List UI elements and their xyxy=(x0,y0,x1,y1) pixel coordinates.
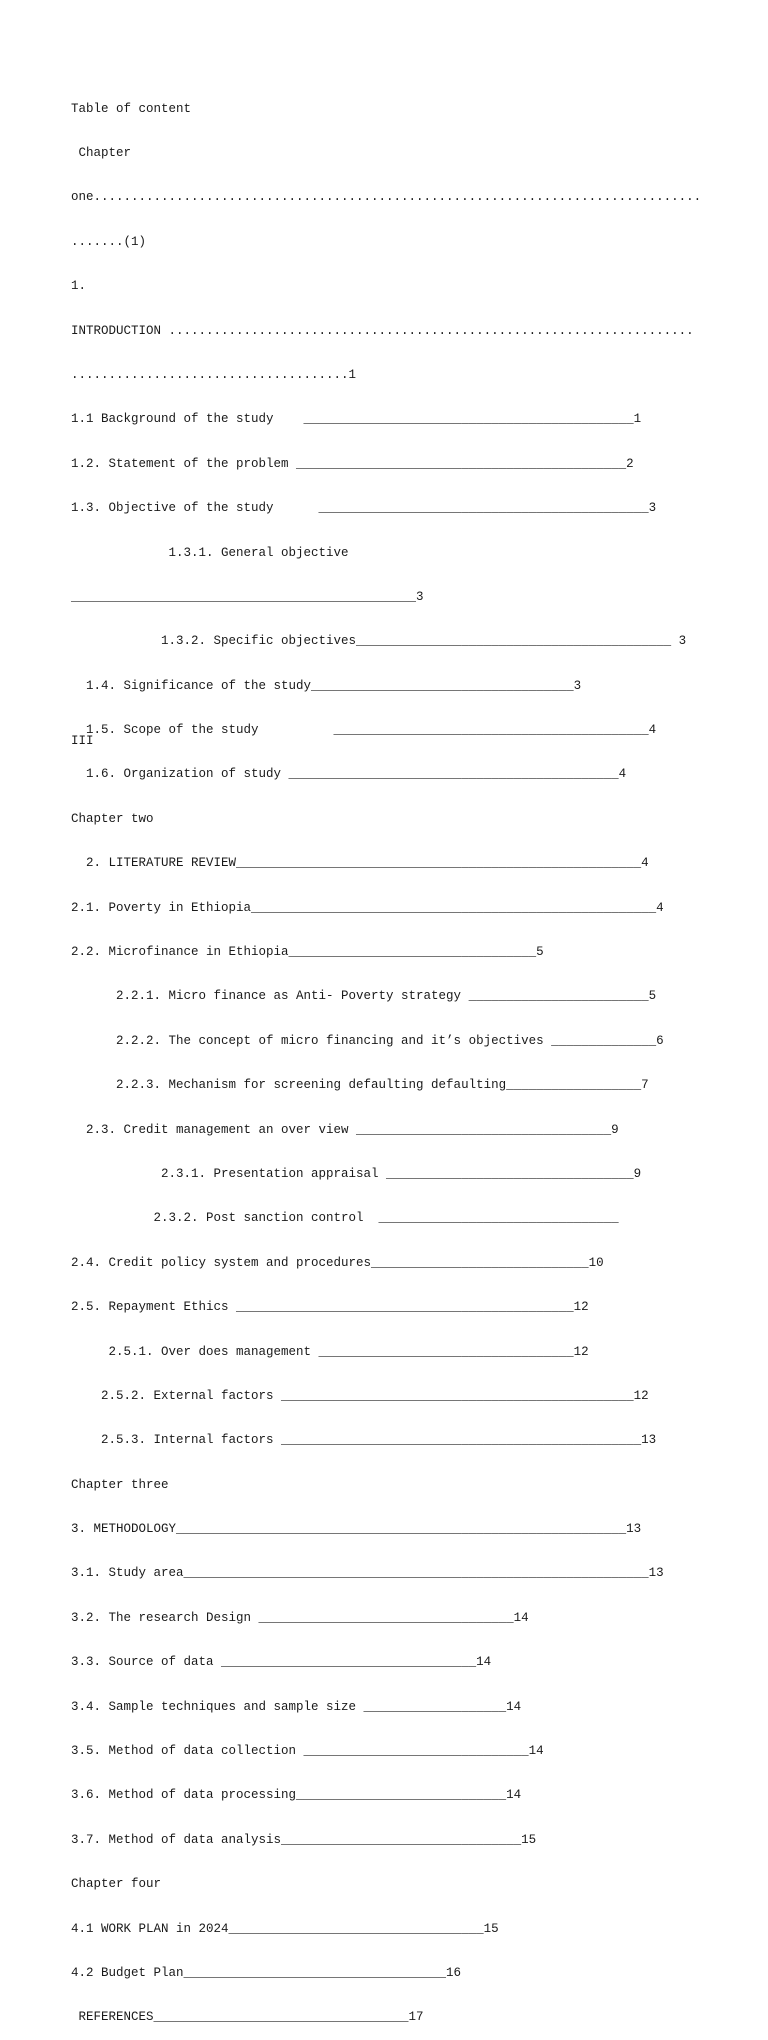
toc-line: 1.2. Statement of the problem ____________________________________________2 xyxy=(71,456,634,471)
toc-line: 2.3. Credit management an over view __________________________________9 xyxy=(71,1122,619,1137)
toc-line: 2.5. Repayment Ethics _____________________________________________12 xyxy=(71,1300,589,1315)
toc-line: 3.5. Method of data collection ______________________________14 xyxy=(71,1744,544,1759)
toc-line: 1. xyxy=(71,279,87,294)
toc-line: 2.1. Poverty in Ethiopia______________________________________________________4 xyxy=(71,900,664,915)
toc-line: 3.1. Study area______________________________________________________________13 xyxy=(71,1566,664,1581)
toc-line: 2.3.2. Post sanction control ________________________________ xyxy=(71,1211,619,1226)
toc-line: 2.4. Credit policy system and procedures_____________________________10 xyxy=(71,1255,604,1270)
toc-line: Chapter xyxy=(71,145,132,160)
toc-line: 1.3.2. Specific objectives__________________________________________ 3 xyxy=(71,634,687,649)
toc-line: .....................................1 xyxy=(71,367,357,382)
toc-title: Table of content xyxy=(71,101,192,116)
toc-line: 2.5.3. Internal factors ________________________________________________13 xyxy=(71,1433,657,1448)
toc-line: 3.3. Source of data __________________________________14 xyxy=(71,1655,492,1670)
toc-chapter-heading: Chapter two xyxy=(71,811,154,826)
toc-line: 2. LITERATURE REVIEW______________________________________________________4 xyxy=(71,856,649,871)
toc-chapter-heading: Chapter three xyxy=(71,1477,169,1492)
toc-line: 2.2.1. Micro finance as Anti- Poverty strategy ________________________5 xyxy=(71,989,657,1004)
toc-line: 2.5.2. External factors _______________________________________________12 xyxy=(71,1388,649,1403)
page-number: III xyxy=(71,734,94,748)
toc-line: 2.3.1. Presentation appraisal _________________________________9 xyxy=(71,1166,642,1181)
toc-line: REFERENCES__________________________________17 xyxy=(71,2010,424,2025)
toc-line: 3.2. The research Design __________________________________14 xyxy=(71,1610,529,1625)
toc-line: 3.6. Method of data processing____________________________14 xyxy=(71,1788,522,1803)
toc-line: 1.4. Significance of the study___________________________________3 xyxy=(71,678,582,693)
toc-line: 4.1 WORK PLAN in 2024__________________________________15 xyxy=(71,1921,499,1936)
toc-line: INTRODUCTION ...................................................................... xyxy=(71,323,694,338)
toc-line: 2.2.3. Mechanism for screening defaulting defaulting__________________7 xyxy=(71,1078,649,1093)
table-of-contents xyxy=(71,72,711,2040)
toc-line: 1.3. Objective of the study ____________________________________________3 xyxy=(71,501,657,516)
toc-line: 1.6. Organization of study ____________________________________________4 xyxy=(71,767,627,782)
toc-line: 4.2 Budget Plan___________________________________16 xyxy=(71,1966,462,1980)
toc-line: 2.2. Microfinance in Ethiopia_________________________________5 xyxy=(71,945,544,960)
toc-line: 1.3.1. General objective xyxy=(71,545,349,560)
toc-line: 3.4. Sample techniques and sample size ___________________14 xyxy=(71,1699,522,1714)
toc-line: ______________________________________________3 xyxy=(71,589,424,604)
toc-line: 2.5.1. Over does management __________________________________12 xyxy=(71,1344,589,1359)
toc-line: 3. METHODOLOGY____________________________________________________________13 xyxy=(71,1522,642,1537)
toc-line: one................................................................................. xyxy=(71,190,702,205)
toc-line: .......(1) xyxy=(71,234,147,249)
toc-line: 1.1 Background of the study ____________________________________________1 xyxy=(71,412,642,427)
toc-line: 1.5. Scope of the study __________________________________________4 xyxy=(71,723,657,738)
toc-line: 3.7. Method of data analysis________________________________15 xyxy=(71,1832,537,1847)
toc-line: 2.2.2. The concept of micro financing and it’s objectives ______________6 xyxy=(71,1033,664,1048)
toc-chapter-heading: Chapter four xyxy=(71,1877,162,1892)
